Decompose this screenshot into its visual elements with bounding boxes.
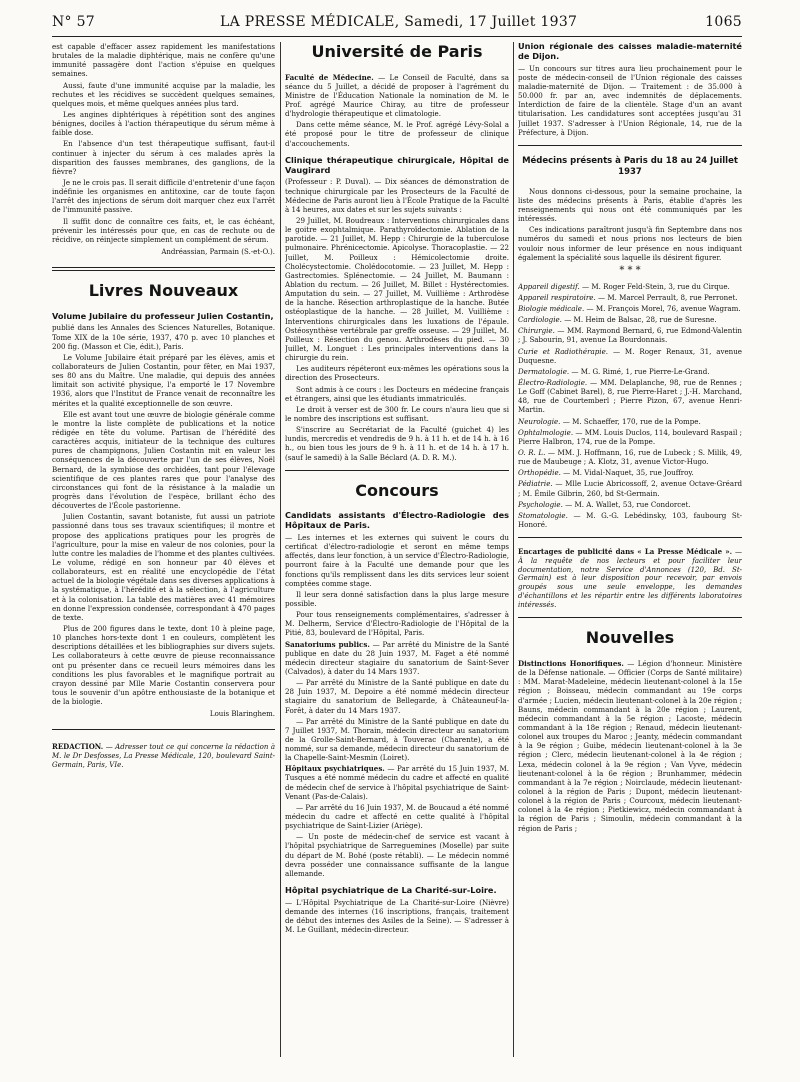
section-title-livres: Livres Nouveaux (88, 280, 239, 300)
book-paragraph: Plus de 200 figures dans le texte, dont 10 à pleine page, 10 planches hors-texte dont 1 en couleurs, complètent les descriptions détaillées et les bibliographies sur divers sujets. Les collaborateurs à cette œuvre de pieuse reconnaissance ont pu présenter dans ce recueil leurs mémoires dans les conditions les plus favorables et le magnifique portrait au crayon dessiné par Mlle Marie Costantin conservera pour tous le souvenir d'un apôtre enthousiaste de la botanique et de la biologie. (52, 623, 275, 707)
medecin-entry (518, 417, 742, 426)
radio-text-2: Il leur sera donné satisfaction dans la plus large mesure possible. (285, 589, 509, 608)
medecin-details: — M. François Morel, 76, avenue Wagram. (586, 304, 741, 314)
medecin-details: — M. Roger Renaux, 31, avenue Duquesne. (518, 346, 742, 365)
radio-text: — Les internes et les externes qui suivent le cours du certificat d'électro-radiologie et seront en même temps affectés, dans leur fonction, à un service d'Électro-Radiologie, pourront faire à la Faculté une demande pour que les fonctions qu'ils remplissent dans les dits services leur soient comptées comme stage. (285, 532, 509, 588)
medecin-specialty: Psychologie. (518, 499, 563, 509)
medecin-specialty: Dermatologie. (518, 366, 570, 376)
medecins-list (518, 282, 742, 529)
star-divider: * * * (619, 264, 641, 276)
medecin-specialty: Pédiatrie. (518, 479, 553, 489)
medecin-details: — MM. Raymond Bernard, 6, rue Edmond-Valentin ; J. Sabourin, 91, avenue La Bourdonnais. (518, 326, 742, 345)
book-paragraph: Julien Costantin, savant botaniste, fut aussi un patriote passionné dans tous ses travaux scientifiques; il montre et propose des applications pratiques pour les progrès de l'agriculture, pour la mise en valeur de nos colonies, pour la lutte contre les maladies de l'homme et des plantes cultivées. Le volume, rédigé en son honneur par 40 élèves et collaborateurs, est en réalité une encyclopédie de l'état actuel de la biologie végétale dans ses diverses applications à la systématique, à l'hérédité et à la sélection, à l'agriculture et à la colonisation. La table des matières avec 41 mémoires en donne l'expression condensée, correspondant à 470 pages de texte. (52, 512, 275, 622)
medecin-details: — M. G. Rimé, 1, rue Pierre-Le-Grand. (571, 366, 710, 376)
medecin-entry (518, 448, 742, 466)
medecin-specialty: Orthopédie. (518, 468, 561, 478)
psychiatric-item: — Un poste de médecin-chef de service est vacant à l'hôpital psychiatrique de Sarreguemines (Moselle) par suite du départ de M. Bohé (poste rétabli). — Le médecin nommé devra posséder une connaissance suffisante de la langue allemande. (285, 832, 509, 878)
faculty-heading: Faculté de Médecine. (285, 72, 374, 82)
column-divider (513, 42, 514, 1057)
union-heading: Union régionale des caisses maladie-maternité de Dijon. (518, 42, 742, 61)
sanatorium-item (285, 640, 509, 677)
redaction-text: — Adresser tout ce qui concerne la rédaction à M. le Dr Desfosses, La Presse Médicale, 120, boulevard Saint-Germain, Paris, VIe. (52, 743, 275, 770)
medecins-title: Médecins présents à Paris du 18 au 24 Juillet 1937 (522, 155, 738, 178)
faculty-text-2: Dans cette même séance, M. le Prof. agrégé Lévy-Solal a été proposé pour le titre de professeur de clinique d'accouchements. (285, 120, 509, 148)
medecin-details: — M. G.-G. Lebédinsky, 103, faubourg St-Honoré. (518, 510, 742, 529)
medecin-details: — MM. Delaplanche, 98, rue de Rennes ; Le Goff (Cabinet Barel), 8, rue Pierre-Haret ; J.-H. Marchand, 48, rue de Courtemberl ; Pierre Pizon, 67, avenue Henri-Martin. (518, 378, 742, 415)
clinic-text: (Professeur : P. Duval). — Dix séances de démonstration de technique chirurgicale par les Prosecteurs de la Faculté de Médecine de Paris auront lieu à l'École Pratique de la Faculté à 14 heures, aux dates et sur les sujets suivants : (285, 177, 509, 214)
article-paragraph: est capable d'effacer assez rapidement les manifestations brutales de la maladie diphtérique, mais ne confère qu'une immunité passagère dont l'action s'épuise en quelques semaines. (52, 42, 275, 79)
medecin-entry (518, 378, 742, 415)
medecin-details: — M. Marcel Perrault, 8, rue Perronet. (597, 292, 738, 302)
sanatorium-heading: Sanatoriums publics. (285, 639, 370, 649)
clinic-note: Sont admis à ce cours : les Docteurs en médecine français et étrangers, ainsi que les étudiants immatriculés. (285, 384, 509, 403)
medecin-specialty: Électro-Radiologie. (518, 378, 588, 388)
medecin-entry (518, 282, 742, 291)
medecin-specialty: Chirurgie. (518, 326, 555, 336)
radio-heading: Candidats assistants d'Électro-Radiologie des Hôpitaux de Paris. (285, 510, 509, 531)
medecin-entry (518, 367, 742, 376)
redaction-title: REDACTION. (52, 742, 104, 752)
section-divider (518, 617, 742, 618)
charite-text: — L'Hôpital Psychiatrique de La Charité-sur-Loire (Nièvre) demande des internes (16 inscriptions, français, traitement de début des internes des Asiles de la Seine). — S'adresser à M. Le Guillant, médecin-directeur. (285, 897, 509, 935)
charite-heading: Hôpital psychiatrique de La Charité-sur-Loire. (285, 885, 497, 896)
article-paragraph: Aussi, faute d'une immunité acquise par la maladie, les rechutes et les récidives se succèdent quelques semaines, quelques mois, et même quelques années plus tard. (52, 80, 275, 108)
page-number: 1065 (705, 14, 742, 30)
column-middle (285, 42, 509, 1062)
clinic-note: Les auditeurs répéteront eux-mêmes les opérations sous la direction des Prosecteurs. (285, 364, 509, 383)
clinic-schedule: 29 Juillet, M. Boudreaux : Interventions chirurgicales dans le goitre exophtalmique. Parathyroïdectomie. Ablation de la parotide. — 21 Juillet, M. Hepp : Chirurgie de la tuberculose pulmonaire. Phrénicectomie. Apicolyse. Thoracoplastie. — 22 Juillet, M. Poilleux : Hémicolectomie droite. Cholécystectomie. Cholédocotomie. — 23 Juillet, M. Hepp : Gastrectomies. Splénectomie. — 24 Juillet, M. Baumann : Ablation du rectum. — 26 Juillet, M. Billet : Hystérectomies. Amputation du sein. — 27 Juillet, M. Vuillième : Arthrodèse de la hanche. Résection arthroplastique de la hanche. Butée ostéoplastique de la hanche. — 28 Juillet, M. Vuillième : Interventions chirurgicales dans les luxations de l'épaule. Ostéosynthèse vertébrale par greffe osseuse. — 29 Juillet, M. Poilleux : Résection du genou. Arthrodèses du pied. — 30 Juillet, M. Longuet : Les principales interventions dans la chirurgie du rein. (285, 216, 509, 363)
medecin-specialty: Curie et Radiothérapie. (518, 346, 609, 356)
medecin-entry (518, 304, 742, 313)
faculty-text: — Le Conseil de Faculté, dans sa séance du 5 Juillet, a décidé de proposer à l'agrément du Ministre de l'Éducation Nationale la nomination de M. le Prof. agrégé Maurice Chiray, au titre de professeur d'hydrologie thérapeutique et climatologie. (285, 72, 509, 119)
medecin-entry (518, 315, 742, 324)
medecins-intro: Nous donnons ci-dessous, pour la semaine prochaine, la liste des médecins présents à Paris, établie d'après les renseignements qui nous ont été communiqués par les intéressés. (518, 186, 742, 224)
sanatorium-item: — Par arrêté du Ministre de la Santé publique en date du 28 Juin 1937, M. Depoire a été nommé médecin directeur stagiaire du sanatorium de Bellegarde, à Châteauneuf-la-Forêt, à dater du 14 Mars 1937. (285, 678, 509, 715)
medecin-entry (518, 511, 742, 529)
radio-text-3: Pour tous renseignements complémentaires, s'adresser à M. Delherm, Service d'Électro-Radiologie de l'Hôpital de la Pitié, 83, boulevard de l'Hôpital, Paris. (285, 610, 509, 638)
redaction-note (52, 742, 275, 770)
article-paragraph: Il suffit donc de connaître ces faits, et, le cas échéant, prévenir les intéressés pour que, en cas de rechute ou de récidive, on réinjecte simplement un complément de sérum. (52, 216, 275, 244)
section-divider (518, 537, 742, 538)
book-title: Volume Jubilaire du professeur Julien Costantin, (52, 310, 274, 321)
medecin-details: — M. A. Wallet, 53, rue Condorcet. (565, 499, 691, 509)
encarts-text: — À la requête de nos lecteurs et pour faciliter leur documentation, notre Service d'Annonces (120, Bd. St-Germain) est à leur disposition pour recevoir, par envois groupés sous une seule enveloppe, les demandes d'échantillons et les répartir entre les différents laboratoires intéressés. (518, 548, 742, 609)
section-divider (52, 729, 275, 730)
union-text: — Un concours sur titres aura lieu prochainement pour le poste de médecin-conseil de l'Union régionale des caisses maladie-maternité de Dijon. — Traitement : de 35.000 à 50.000 fr. par an, avec indemnités de déplacements. Interdiction de faire de la clientèle. Stage d'un an avant titularisation. Les candidatures sont acceptées jusqu'au 31 Juillet 1937. S'adresser à l'Union Régionale, 14, rue de la Préfecture, à Dijon. (518, 63, 742, 137)
medecin-details: — MM. J. Hoffmann, 16, rue de Lubeck ; S. Milik, 49, rue de Maubeuge ; A. Klotz, 31, avenue Victor-Hugo. (518, 448, 742, 467)
medecin-specialty: Stomatologie. (518, 510, 568, 520)
medecin-details: — MM. Louis Duclos, 114, boulevard Raspail ; Pierre Halbron, 174, rue de la Pompe. (518, 427, 742, 446)
medecin-details: — Mlle Lucie Abricossoff, 2, avenue Octave-Gréard ; M. Émile Gilbrin, 260, bd St-Germain. (518, 479, 742, 498)
medecin-specialty: Neurologie. (518, 416, 561, 426)
medecin-specialty: Biologie médicale. (518, 304, 585, 314)
section-divider (285, 470, 509, 471)
article-signature: Andréassian, Parmain (S.-et-O.). (161, 247, 275, 256)
psychiatric-item (285, 764, 509, 801)
book-paragraph: Le Volume Jubilaire était préparé par les élèves, amis et collaborateurs de Julien Costantin, pour fêter, en Mai 1937, ses 80 ans du Maître. Une maladie, qui depuis des années limitait son activité physique, l'a emporté le 17 Novembre 1936, alors que l'Institut de France venait de reconnaître les mérites et la qualité exceptionnelle de son œuvre. (52, 352, 275, 408)
distinctions-text: — Légion d'honneur. Ministère de la Défense nationale. — Officier (Corps de Santé militaire) : MM. Marat-Madeleine, médecin lieutenant-colonel à la 15e région ; Boisseau, médecin commandant au 19e corps d'armée ; Lucien, médecin lieutenant-colonel à la 20e région ; Bauns, médecin commandant à la 20e région ; Laurent, médecin commandant à la 5e région ; Lacoste, médecin commandant à la 18e région ; Renaud, médecin lieutenant-colonel aux troupes du Maroc ; Jeanty, médecin commandant à la 9e région ; Guibe, médecin lieutenant-colonel à la 3e région ; Clerc, médecin lieutenant-colonel à la 4e région ; Lexa, médecin colonel à la 9e région ; Van Vyve, médecin lieutenant-colonel à la 6e région ; Brunhammer, médecin commandant à la 7e région ; Noirclaude, médecin lieutenant-colonel à la région de Paris ; Dupont, médecin lieutenant-colonel à la région de Paris ; Courcoux, médecin lieutenant-colonel à la 4e région ; Pietkiewicz, médecin commandant à la région de Paris ; Simoulin, médecin commandant à la région de Paris ; (518, 659, 742, 833)
medecin-specialty: Ophtalmologie. (518, 427, 574, 437)
section-divider (518, 145, 742, 146)
column-left (52, 42, 275, 1062)
medecin-entry (518, 326, 742, 344)
medecin-specialty: Cardiologie. (518, 315, 562, 325)
section-divider (52, 267, 275, 271)
column-divider (280, 42, 281, 1057)
medecin-specialty: Appareil digestif. (518, 281, 580, 291)
section-title-nouvelles: Nouvelles (585, 628, 675, 648)
medecin-entry (518, 293, 742, 302)
page-header (52, 12, 742, 37)
sanatorium-item: — Par arrêté du Ministre de la Santé publique en date du 7 Juillet 1937, M. Thorain, médecin directeur au sanatorium de la Grolle-Saint-Bernard, à Touverac (Charente), a été nommé, sur sa demande, médecin directeur du sanatorium de la Chapelle-Saint-Mesmin (Loiret). (285, 716, 509, 763)
page-issue-number: N° 57 (52, 14, 96, 30)
medecin-details: — M. Roger Feld-Stein, 3, rue du Cirque. (582, 281, 730, 291)
book-description: publié dans les Annales des Sciences Naturelles, Botanique. Tome XIX de la 10e série, 1937, 470 p. avec 10 planches et 200 fig. (Masson et Cie, édit.), Paris. (52, 323, 275, 351)
encarts-note (518, 548, 742, 609)
medecin-entry (518, 347, 742, 365)
clinic-heading: Clinique thérapeutique chirurgicale, Hôpital de Vaugirard (285, 154, 509, 175)
clinic-note: S'inscrire au Secrétariat de la Faculté (guichet 4) les lundis, mercredis et vendredis de 9 h. à 11 h. et de 14 h. à 16 h., ou bien tous les jours de 9 h. à 11 h. et de 14 h. à 17 h. (sauf le samedi) à la Salle Béclard (A. D. R. M.). (285, 425, 509, 462)
psychiatric-item: — Par arrêté du 16 Juin 1937, M. de Boucaud a été nommé médecin du cadre et affecté en cette qualité à l'hôpital psychiatrique de Saint-Lizier (Ariège). (285, 802, 509, 831)
distinctions-item (518, 659, 742, 833)
medecin-entry (518, 468, 742, 477)
article-paragraph: Les angines diphtériques à répétition sont des angines bénignes, dociles à l'action thérapeutique du sérum même à faible dose. (52, 109, 275, 138)
section-title-concours: Concours (355, 480, 439, 500)
medecin-specialty: Appareil respiratoire. (518, 292, 596, 302)
encarts-heading: Encartages de publicité dans « La Presse Médicale ». (518, 547, 733, 557)
medecin-entry (518, 500, 742, 509)
sanatorium-text: — Par arrêté du Ministre de la Santé publique en date du 28 Juin 1937, M. Faget a été nommé médecin directeur stagiaire du sanatorium de Saint-Sever (Calvados), à dater du 14 Mars 1937. (285, 639, 509, 676)
section-title-universite: Université de Paris (311, 42, 483, 61)
book-paragraph: Elle est avant tout une œuvre de biologie générale comme le montre la liste complète de publications et la notice rédigée en tête du volume. Partisan de l'hérédité des caractères acquis, initiateur de la technique des cultures pures de champignons, Julien Costantin mit en valeur les conséquences de la découverte par l'un de ses élèves, Noël Bernard, de la symbiose des orchidées, tant pour l'élevage scientifique de ces plantes rares que pour l'analyse des circonstances qui font de la résistance à la maladie un progrès dans l'évolution de l'espèce, brillant écho des découvertes de l'École pastorienne. (52, 409, 275, 511)
column-right (518, 42, 742, 1062)
psychiatric-heading: Hôpitaux psychiatriques. (285, 764, 385, 774)
clinic-note: Le droit à verser est de 300 fr. Le cours n'aura lieu que si le nombre des inscriptions est suffisant. (285, 404, 509, 423)
medecin-entry (518, 479, 742, 497)
psychiatric-text: — Par arrêté du 15 Juin 1937, M. Tusques a été nommé médecin du cadre et affecté en qualité de médecin chef de service à l'hôpital psychiatrique de Saint-Venant (Pas-de-Calais). (285, 764, 509, 801)
medecin-details: — M. Heim de Balsac, 28, rue de Suresne. (564, 315, 717, 325)
book-signature: Louis Blaringhem. (209, 710, 275, 719)
article-paragraph: Je ne le crois pas. Il serait difficile d'entretenir d'une façon indéfinie les organismes en antitoxine, car de toute façon l'arrêt des injections de sérum doit marquer chez eux l'arrêt de l'immunité passive. (52, 177, 275, 215)
medecin-entry (518, 428, 742, 446)
faculty-item (285, 73, 509, 119)
journal-title: LA PRESSE MÉDICALE, Samedi, 17 Juillet 1937 (220, 14, 578, 30)
medecin-specialty: O. R. L. (518, 448, 546, 458)
medecin-details: — M. Vidal-Naquet, 35, rue Jouffroy. (563, 468, 694, 478)
article-paragraph: En l'absence d'un test thérapeutique suffisant, faut-il continuer à injecter du sérum à ces malades après la disparition des fausses membranes, des ganglions, de la fièvre? (52, 139, 275, 176)
medecin-details: — M. Schaeffer, 170, rue de la Pompe. (562, 416, 701, 426)
distinctions-heading: Distinctions Honorifiques. (518, 659, 624, 669)
medecins-intro-2: Ces indications paraîtront jusqu'à fin Septembre dans nos numéros du samedi et nous prions nos lecteurs de bien vouloir nous informer de leur présence en nous indiquant également la spécialité sous laquelle ils désirent figurer. (518, 225, 742, 262)
